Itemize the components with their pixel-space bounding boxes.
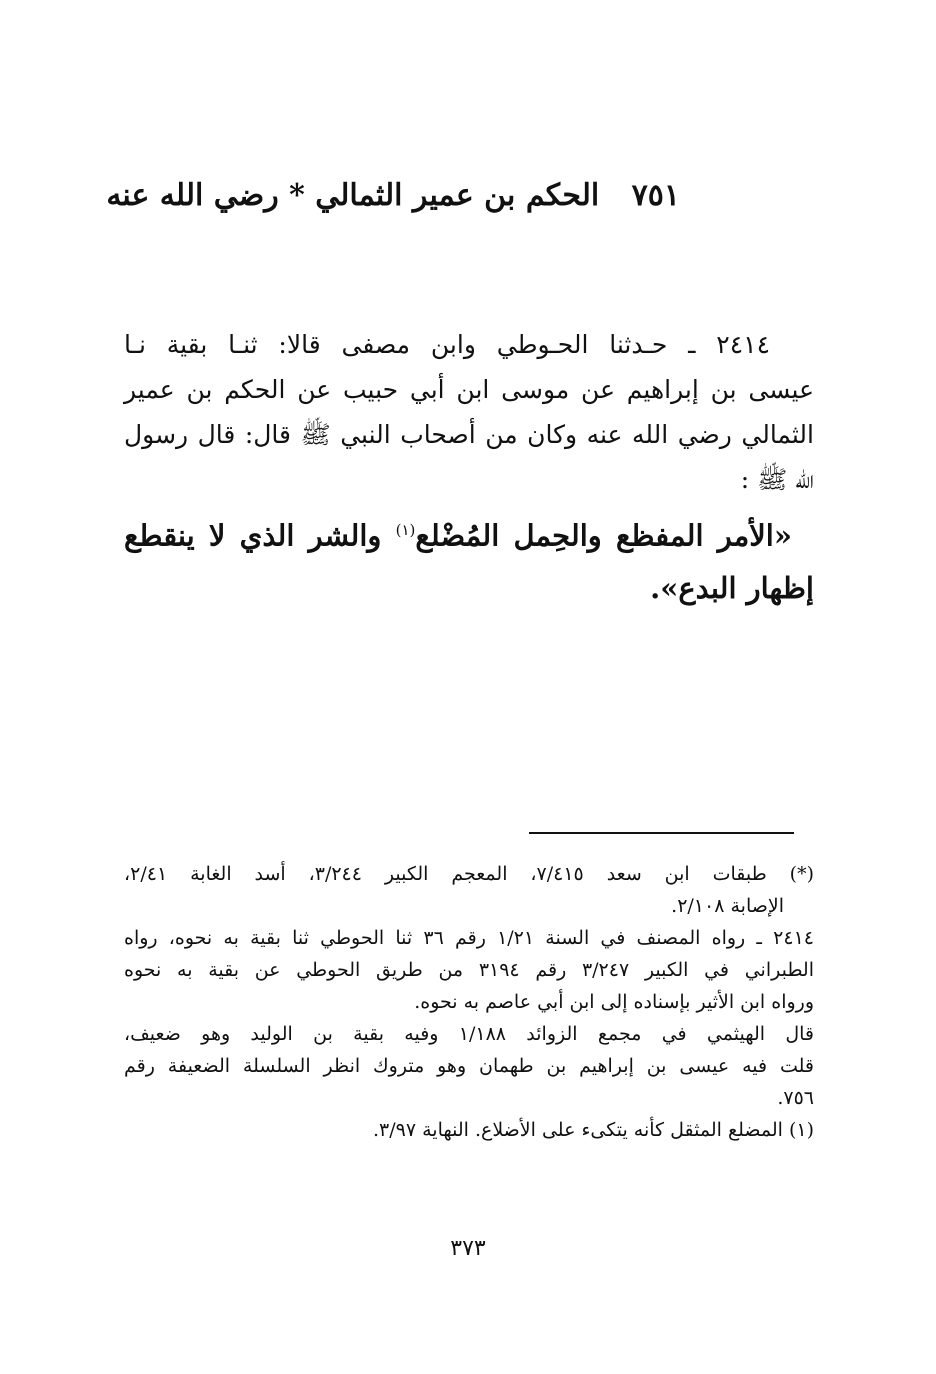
matn-line-2: إظهار البدع». (650, 570, 814, 605)
hadith-isnad (124, 322, 814, 502)
footnote-biography-line-2: الإصابة ٢/١٠٨. (671, 895, 784, 917)
isnad-line-1: ٢٤١٤ ـ حـدثنا الحـوطي وابن مصفى قالا: ثنـا بقية نـا (124, 330, 770, 359)
page-number: ٣٧٣ (450, 1236, 486, 1261)
footnote-takhrij-line-1: ٢٤١٤ ـ رواه المصنف في السنة ١/٢١ رقم ٣٦ ثنا الحوطي ثنا بقية به نحوه، رواه (124, 927, 814, 949)
isnad-line-4: الله ﷺ : (740, 465, 814, 494)
hadith-matn (124, 504, 814, 614)
footnote-takhrij-line-6: ٧٥٦. (777, 1087, 814, 1109)
footnote-divider (529, 832, 794, 834)
footnote-takhrij (124, 922, 814, 1114)
matn-text-1: «الأمر المفظع والحِمل المُضْلع (415, 518, 792, 553)
chapter-number: ٧٥١ (631, 178, 680, 213)
chapter-heading (106, 172, 680, 220)
footnote-1 (124, 1114, 814, 1146)
isnad-line-3: الثمالي رضي الله عنه وكان من أصحاب النبي ﷺ قال: قال رسول (124, 420, 814, 449)
footnote-takhrij-line-5: قلت فيه عيسى بن إبراهيم بن طهمان وهو متروك انظر السلسلة الضعيفة رقم (124, 1055, 814, 1077)
footnote-takhrij-line-3: ورواه ابن الأثير بإسناده إلى ابن أبي عاصم به نحوه. (414, 991, 814, 1013)
footnote-biography (124, 858, 814, 922)
isnad-line-2: عيسى بن إبراهيم عن موسى ابن أبي حبيب عن الحكم بن عمير (124, 375, 814, 404)
footnote-ref: (١) (395, 521, 416, 539)
footnote-1-line: (١) المضلع المثقل كأنه يتكىء على الأضلاع. النهاية ٣/٩٧. (372, 1119, 814, 1141)
matn-text-2: والشر الذي لا ينقطع (124, 518, 382, 553)
footnote-biography-line-1: (*) طبقات ابن سعد ٧/٤١٥، المعجم الكبير ٣/٢٤٤، أسد الغابة ٢/٤١، (124, 863, 815, 885)
chapter-title: الحكم بن عمير الثمالي * رضي الله عنه (106, 178, 600, 213)
matn-line-1 (124, 504, 792, 562)
footnotes (124, 858, 814, 1146)
footnote-takhrij-line-2: الطبراني في الكبير ٣/٢٤٧ رقم ٣١٩٤ من طريق الحوطي عن بقية به نحوه (124, 959, 814, 981)
footnote-takhrij-line-4: قال الهيثمي في مجمع الزوائد ١/١٨٨ وفيه بقية بن الوليد وهو ضعيف، (124, 1023, 814, 1045)
